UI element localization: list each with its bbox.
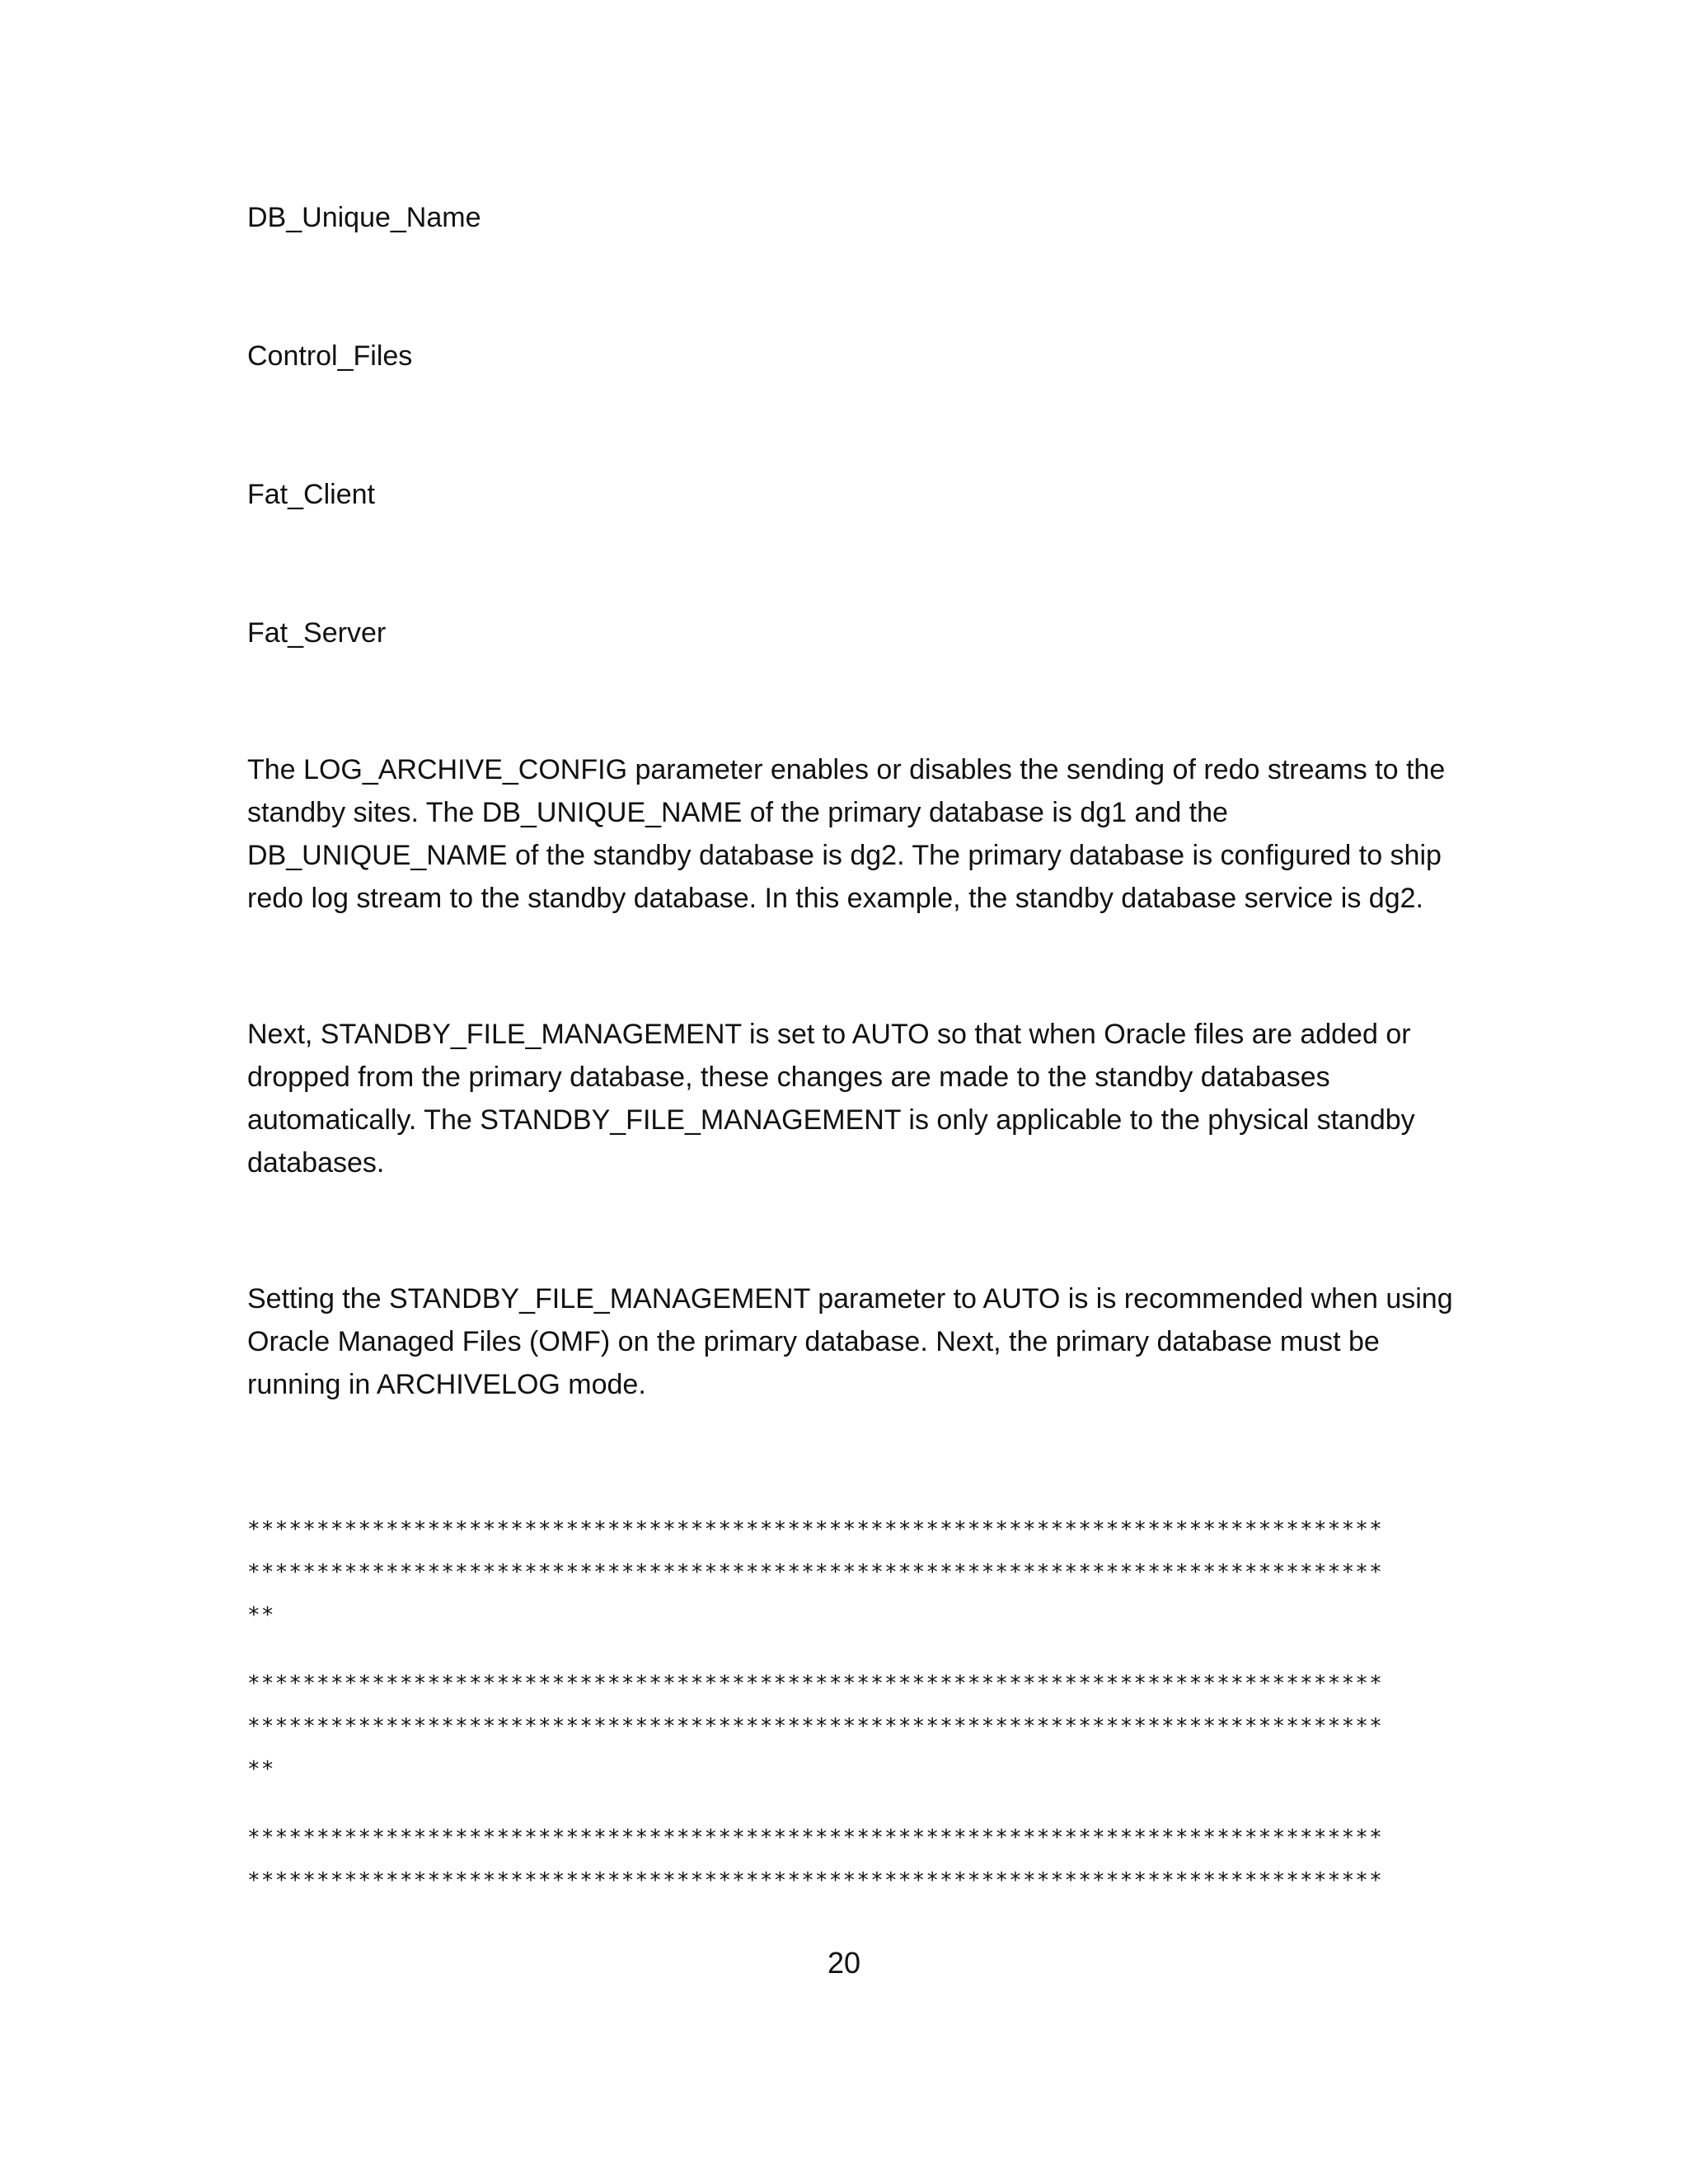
paragraph-line: redo log stream to the standby database. In this example, the standby database service is dg2. (247, 883, 1423, 914)
separator-line: ********************************************************************************** (247, 1825, 1383, 1850)
separator-line: ********************************************************************************** (247, 1560, 1383, 1585)
parameter-fat-server: Fat_Server (247, 617, 387, 649)
separator-line: ********************************************************************************** (247, 1671, 1383, 1696)
paragraph-line: Oracle Managed Files (OMF) on the primary database. Next, the primary database must be (247, 1326, 1380, 1357)
paragraph-line: standby sites. The DB_UNIQUE_NAME of the primary database is dg1 and the (247, 797, 1228, 828)
paragraph-line: DB_UNIQUE_NAME of the standby database is dg2. The primary database is configured to ship (247, 840, 1442, 871)
separator-block (247, 1816, 1383, 1902)
separator-line: ********************************************************************************** (247, 1868, 1383, 1893)
paragraph-line: The LOG_ARCHIVE_CONFIG parameter enables or disables the sending of redo streams to the (247, 754, 1446, 785)
paragraph-line: databases. (247, 1147, 385, 1179)
separator-line: ********************************************************************************** (247, 1714, 1383, 1739)
paragraph-standby-file-management (247, 1013, 1434, 1184)
separator-block (247, 1662, 1383, 1791)
paragraph-line: automatically. The STANDBY_FILE_MANAGEMENT is only applicable to the physical standby (247, 1104, 1415, 1136)
paragraph-log-archive-config (247, 748, 1446, 920)
paragraph-line: running in ARCHIVELOG mode. (247, 1369, 646, 1400)
page-number: 20 (827, 1946, 861, 1980)
separator-line: ** (247, 1757, 275, 1782)
paragraph-line: Setting the STANDBY_FILE_MANAGEMENT parameter to AUTO is is recommended when using (247, 1283, 1453, 1315)
parameter-db-unique-name: DB_Unique_Name (247, 202, 481, 233)
separator-line: ** (247, 1603, 275, 1628)
paragraph-line: Next, STANDBY_FILE_MANAGEMENT is set to AUTO so that when Oracle files are added or (247, 1019, 1411, 1050)
parameter-control-files: Control_Files (247, 340, 413, 372)
parameter-fat-client: Fat_Client (247, 479, 375, 510)
paragraph-line: dropped from the primary database, these changes are made to the standby databases (247, 1062, 1330, 1093)
separator-block (247, 1508, 1383, 1637)
paragraph-omf-recommendation (247, 1277, 1453, 1406)
separator-line: ********************************************************************************** (247, 1517, 1383, 1542)
